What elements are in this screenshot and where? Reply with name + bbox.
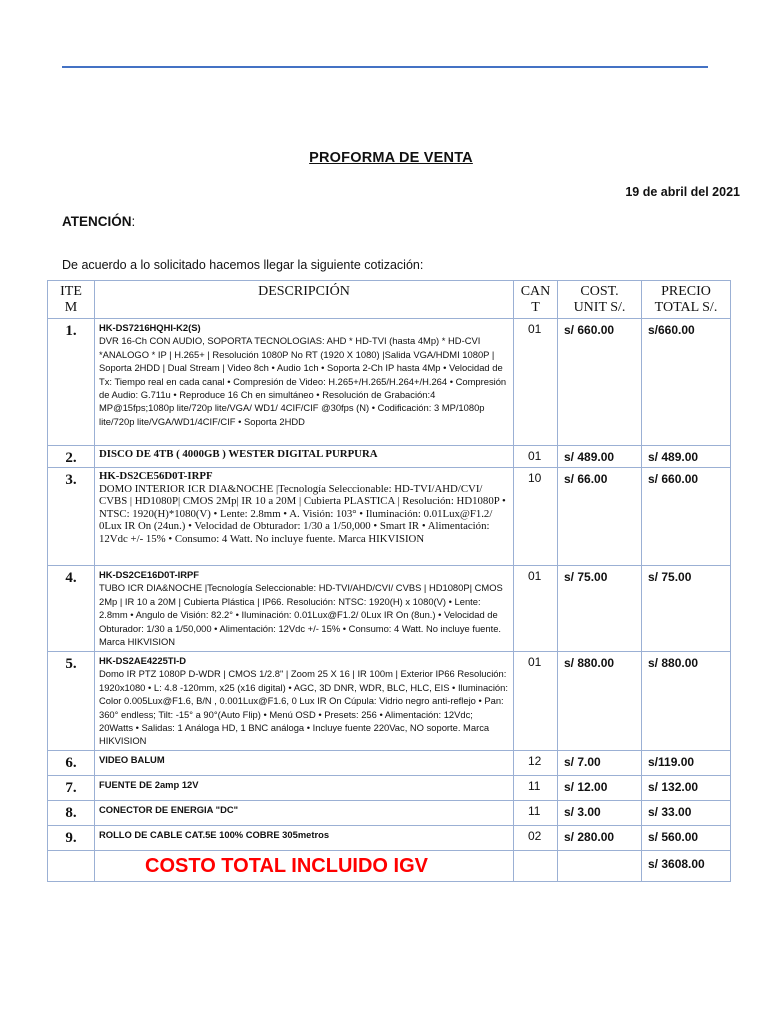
row-description	[95, 801, 514, 826]
row-item-number: 7.	[48, 776, 95, 801]
intro-text: De acuerdo a lo solicitado hacemos llegar la siguiente cotización:	[62, 258, 424, 272]
row-description	[95, 751, 514, 776]
row-description	[95, 319, 514, 446]
row-unit-cost: s/ 12.00	[558, 776, 642, 801]
table-header-row	[48, 281, 731, 319]
row-quantity: 02	[514, 826, 558, 851]
product-code: CONECTOR DE ENERGIA "DC"	[99, 804, 239, 815]
document-title: PROFORMA DE VENTA	[309, 150, 473, 166]
row-total-price: s/ 880.00	[642, 652, 731, 751]
row-total-price: s/ 660.00	[642, 468, 731, 566]
row-total-price: s/660.00	[642, 319, 731, 446]
header-description: DESCRIPCIÓN	[95, 281, 514, 319]
total-row-empty-cell	[514, 851, 558, 882]
header-quantity: CAN T	[514, 281, 558, 319]
quote-table	[47, 280, 731, 882]
row-total-price: s/ 33.00	[642, 801, 731, 826]
product-details: DVR 16-Ch CON AUDIO, SOPORTA TECNOLOGIAS: AHD * HD-TVI (hasta 4Mp) * HD-CVI *ANALOGO * IP | H.265+ | Resolución 1080P No RT (1920 X 1080) |Salida VGA/HDMI 1080P | Soporta 2HDD | Dual Stream | Video 8ch • Audio 1ch • Soporta 2-Ch IP hasta 4Mp • Velocidad de Tx: Tiempo real en cada canal • Compresión de Video: H.265+/H.265/H.264+/H.264 • Compresión de Audio: G.711u • Reproduce 16 Ch en simultáneo • Resolución de Grabación:4 MP@15fps;1080p lite/720p lite/VGA/ WD1/ 4CIF/CIF @30fps (N) • Codificación: 3 MP/1080p lite/720p lite/VGA/WD1/4CIF/CIF • Soporta 2HDD	[99, 335, 507, 427]
grand-total-amount: s/ 3608.00	[642, 851, 731, 882]
row-item-number: 3.	[48, 468, 95, 566]
row-total-price: s/ 560.00	[642, 826, 731, 851]
table-row	[48, 446, 731, 468]
product-code: HK-DS2AE4225TI-D	[99, 655, 187, 666]
row-item-number: 5.	[48, 652, 95, 751]
row-description	[95, 776, 514, 801]
table-row	[48, 566, 731, 652]
product-details: Domo IR PTZ 1080P D-WDR | CMOS 1/2.8" | Zoom 25 X 16 | IR 100m | Exterior IP66 Resolución: 1920x1080 • L: 4.8 -120mm, x25 (x16 digital) • AGC, 3D DNR, WDR, BLC, HLC, EIS • Iluminación: Color 0.005Lux@F1.6, B/N , 0.001Lux@F1.6, 0 Lux IR On Cúpula: Vidrio negro anti-reflejo • Pan: 360° endless; Tilt: -15° a 90°(Auto Flip) • Menú OSD • Presets: 256 • Alimentación: 12Vdc; 20Watts • Salidas: 1 Análoga HD, 1 BNC análoga • Incluye fuente 220Vac, NO soporte. Marca HIKVISION	[99, 668, 508, 747]
table-row	[48, 801, 731, 826]
header-total-price: PRECIO TOTAL S/.	[642, 281, 731, 319]
product-code: HK-DS2CE56D0T-IRPF	[99, 470, 213, 482]
row-unit-cost: s/ 280.00	[558, 826, 642, 851]
row-quantity: 01	[514, 446, 558, 468]
row-unit-cost: s/ 880.00	[558, 652, 642, 751]
row-unit-cost: s/ 66.00	[558, 468, 642, 566]
product-details: DOMO INTERIOR ICR DIA&NOCHE |Tecnología Seleccionable: HD-TVI/AHD/CVI/ CVBS | HD1080P| CMOS 2Mp| IR 10 a 20M | Cubierta PLASTICA | Resolución: HD1080P • NTSC: 1920(H)*1080(V) • Lente: 2.8mm • A. Visión: 103° • Iluminación: 0.01Lux@F1.2/ 0Lux IR On (24un.) • Velocidad de Obturador: 1/30 a 1/50,000 • Smart IR • Alimentación: 12Vdc +/- 15% • Consumo: 4 Watt. No incluye fuente. Marca HIKVISION	[99, 482, 506, 545]
total-row-empty-cell	[48, 851, 95, 882]
total-row	[48, 851, 731, 882]
row-total-price: s/ 489.00	[642, 446, 731, 468]
row-description	[95, 826, 514, 851]
grand-total-label: COSTO TOTAL INCLUIDO IGV	[95, 851, 514, 882]
product-code: FUENTE DE 2amp 12V	[99, 779, 199, 790]
row-description	[95, 446, 514, 468]
row-total-price: s/ 75.00	[642, 566, 731, 652]
header-unit-cost: COST. UNIT S/.	[558, 281, 642, 319]
table-row	[48, 776, 731, 801]
row-item-number: 6.	[48, 751, 95, 776]
row-unit-cost: s/ 3.00	[558, 801, 642, 826]
table-row	[48, 826, 731, 851]
row-quantity: 12	[514, 751, 558, 776]
row-description	[95, 468, 514, 566]
row-unit-cost: s/ 660.00	[558, 319, 642, 446]
row-item-number: 8.	[48, 801, 95, 826]
product-code: ROLLO DE CABLE CAT.5E 100% COBRE 305metros	[99, 829, 330, 840]
product-details: TUBO ICR DIA&NOCHE |Tecnología Seleccionable: HD-TVI/AHD/CVI/ CVBS | HD1080P| CMOS 2Mp | IR 10 a 20M | Cubierta Plástica | IP66. Resolución: NTSC: 1920(H) x 1080(V) • Lente: 2.8mm • Angulo de Visión: 82.2° • Iluminación: 0.01Lux@F1.2/ 0Lux IR On (8un.) • Velocidad de Obturador: 1/30 a 1/50,000 • Alimentación: 12Vdc +/- 15% • Consumo: 4 Watt. No incluye fuente. Marca HIKVISION	[99, 582, 503, 648]
product-code: HK-DS2CE16D0T-IRPF	[99, 569, 200, 580]
total-row-empty-cell	[558, 851, 642, 882]
row-quantity: 01	[514, 566, 558, 652]
table-row	[48, 751, 731, 776]
header-item: ITE M	[48, 281, 95, 319]
table-row	[48, 319, 731, 446]
row-quantity: 01	[514, 319, 558, 446]
header-rule	[62, 66, 708, 68]
product-code: VIDEO BALUM	[99, 754, 165, 765]
row-unit-cost: s/ 7.00	[558, 751, 642, 776]
row-item-number: 4.	[48, 566, 95, 652]
table-row	[48, 468, 731, 566]
row-unit-cost: s/ 75.00	[558, 566, 642, 652]
row-item-number: 1.	[48, 319, 95, 446]
row-quantity: 11	[514, 801, 558, 826]
row-item-number: 2.	[48, 446, 95, 468]
row-description	[95, 566, 514, 652]
row-quantity: 01	[514, 652, 558, 751]
product-code: HK-DS7216HQHI-K2(S)	[99, 322, 201, 333]
row-description	[95, 652, 514, 751]
table-row	[48, 652, 731, 751]
row-total-price: s/ 132.00	[642, 776, 731, 801]
document-date: 19 de abril del 2021	[625, 185, 740, 199]
row-total-price: s/119.00	[642, 751, 731, 776]
product-code: DISCO DE 4TB ( 4000GB ) WESTER DIGITAL PURPURA	[99, 448, 378, 460]
row-unit-cost: s/ 489.00	[558, 446, 642, 468]
row-item-number: 9.	[48, 826, 95, 851]
row-quantity: 10	[514, 468, 558, 566]
row-quantity: 11	[514, 776, 558, 801]
attention-label: ATENCIÓN:	[62, 214, 136, 229]
